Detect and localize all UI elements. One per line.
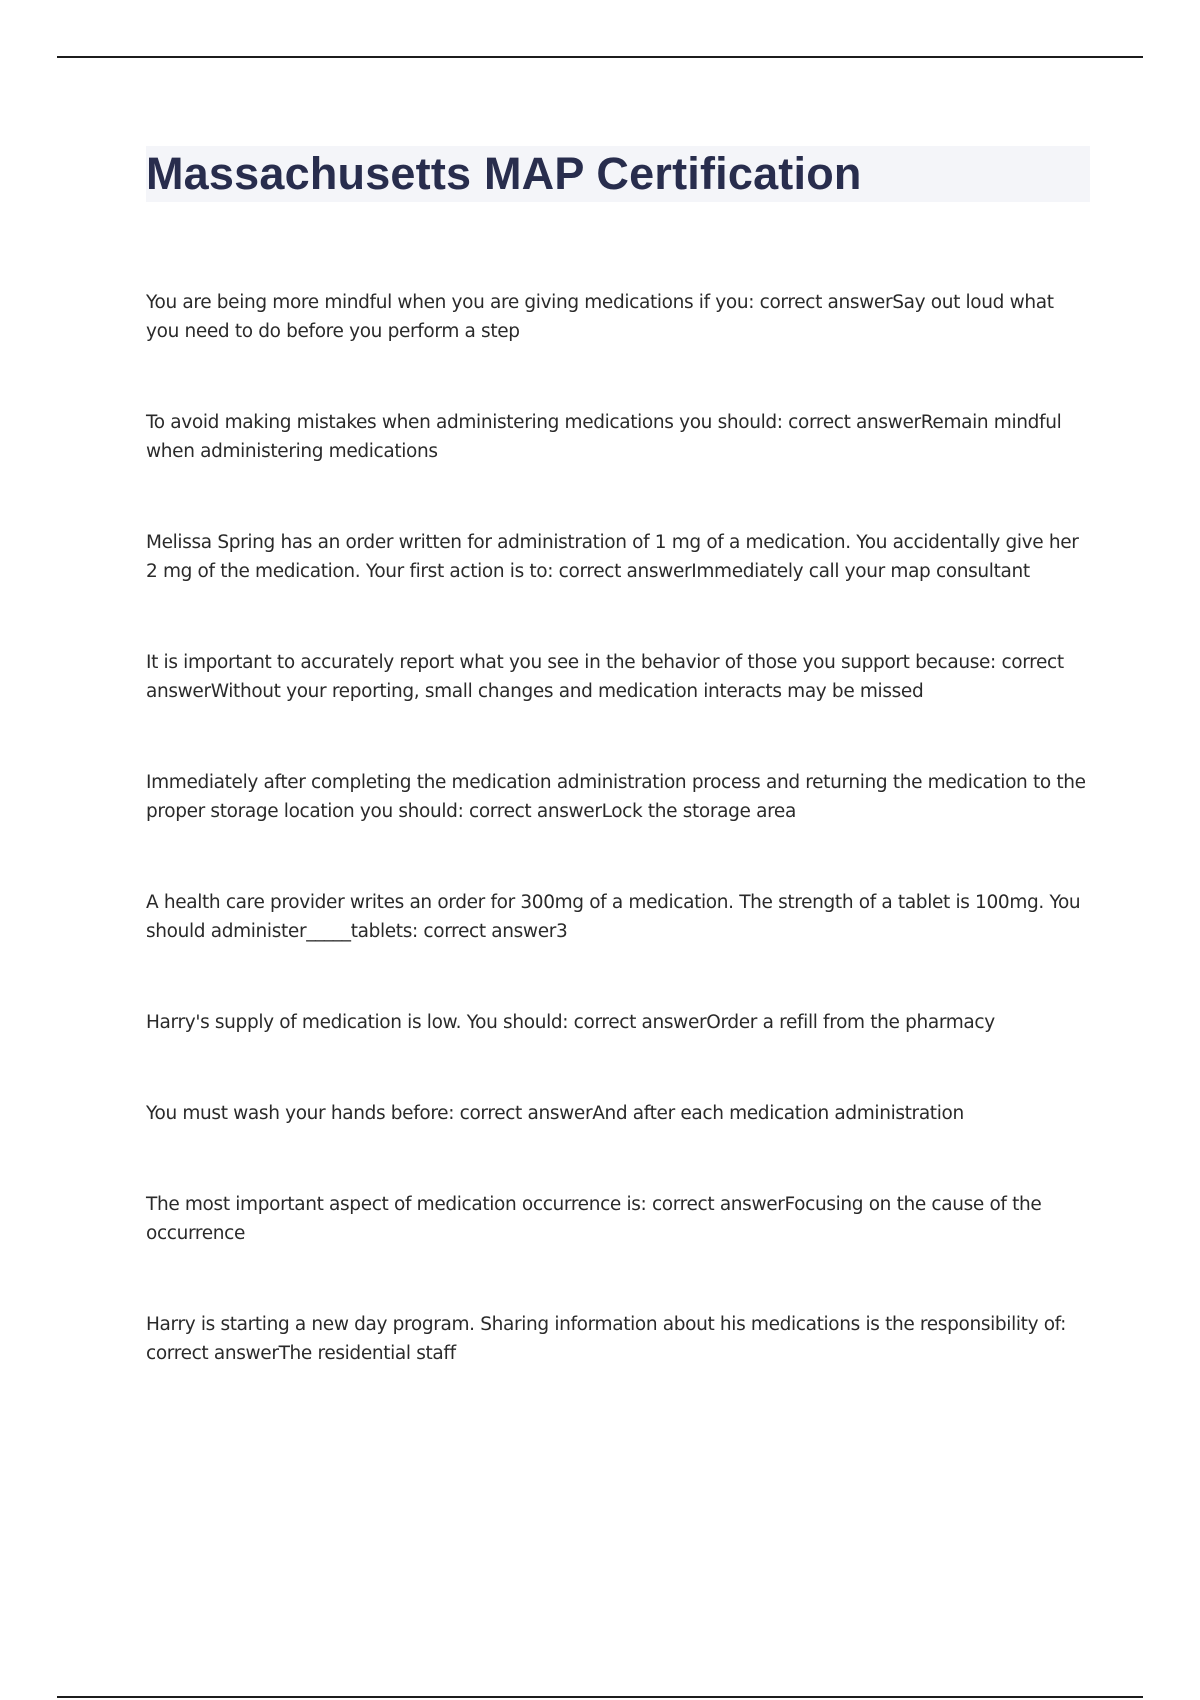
qa-item-2: To avoid making mistakes when administering medications you should: correct answerRemain mindful when administering medications — [146, 412, 1062, 462]
qa-item-3: Melissa Spring has an order written for administration of 1 mg of a medication. You accidentally give her 2 mg of the medication. Your first action is to: correct answerImmediately call your map consultant — [146, 532, 1079, 582]
question-answer-list — [146, 288, 1090, 1368]
title-banner — [146, 146, 1090, 202]
document-body — [146, 146, 1090, 1430]
qa-item-6: A health care provider writes an order for 300mg of a medication. The strength of a tablet is 100mg. You should administer_____tablets: correct answer3 — [146, 892, 1081, 942]
document-title: Massachusetts MAP Certification — [146, 148, 862, 199]
qa-item-1: You are being more mindful when you are giving medications if you: correct answerSay out loud what you need to do before you perform a step — [146, 292, 1054, 342]
qa-item-5: Immediately after completing the medication administration process and returning the medication to the proper storage location you should: correct answerLock the storage area — [146, 772, 1086, 822]
bottom-rule — [57, 1696, 1143, 1698]
qa-item-8: You must wash your hands before: correct answerAnd after each medication administration — [146, 1103, 964, 1124]
qa-item-9: The most important aspect of medication occurrence is: correct answerFocusing on the cause of the occurrence — [146, 1194, 1042, 1244]
qa-item-4: It is important to accurately report what you see in the behavior of those you support because: correct answerWithout your reporting, small changes and medication interacts may be missed — [146, 652, 1064, 702]
qa-item-7: Harry's supply of medication is low. You should: correct answerOrder a refill from the pharmacy — [146, 1012, 995, 1033]
qa-item-10: Harry is starting a new day program. Sharing information about his medications is the responsibility of: correct answerThe residential staff — [146, 1314, 1067, 1364]
top-rule — [57, 56, 1143, 58]
